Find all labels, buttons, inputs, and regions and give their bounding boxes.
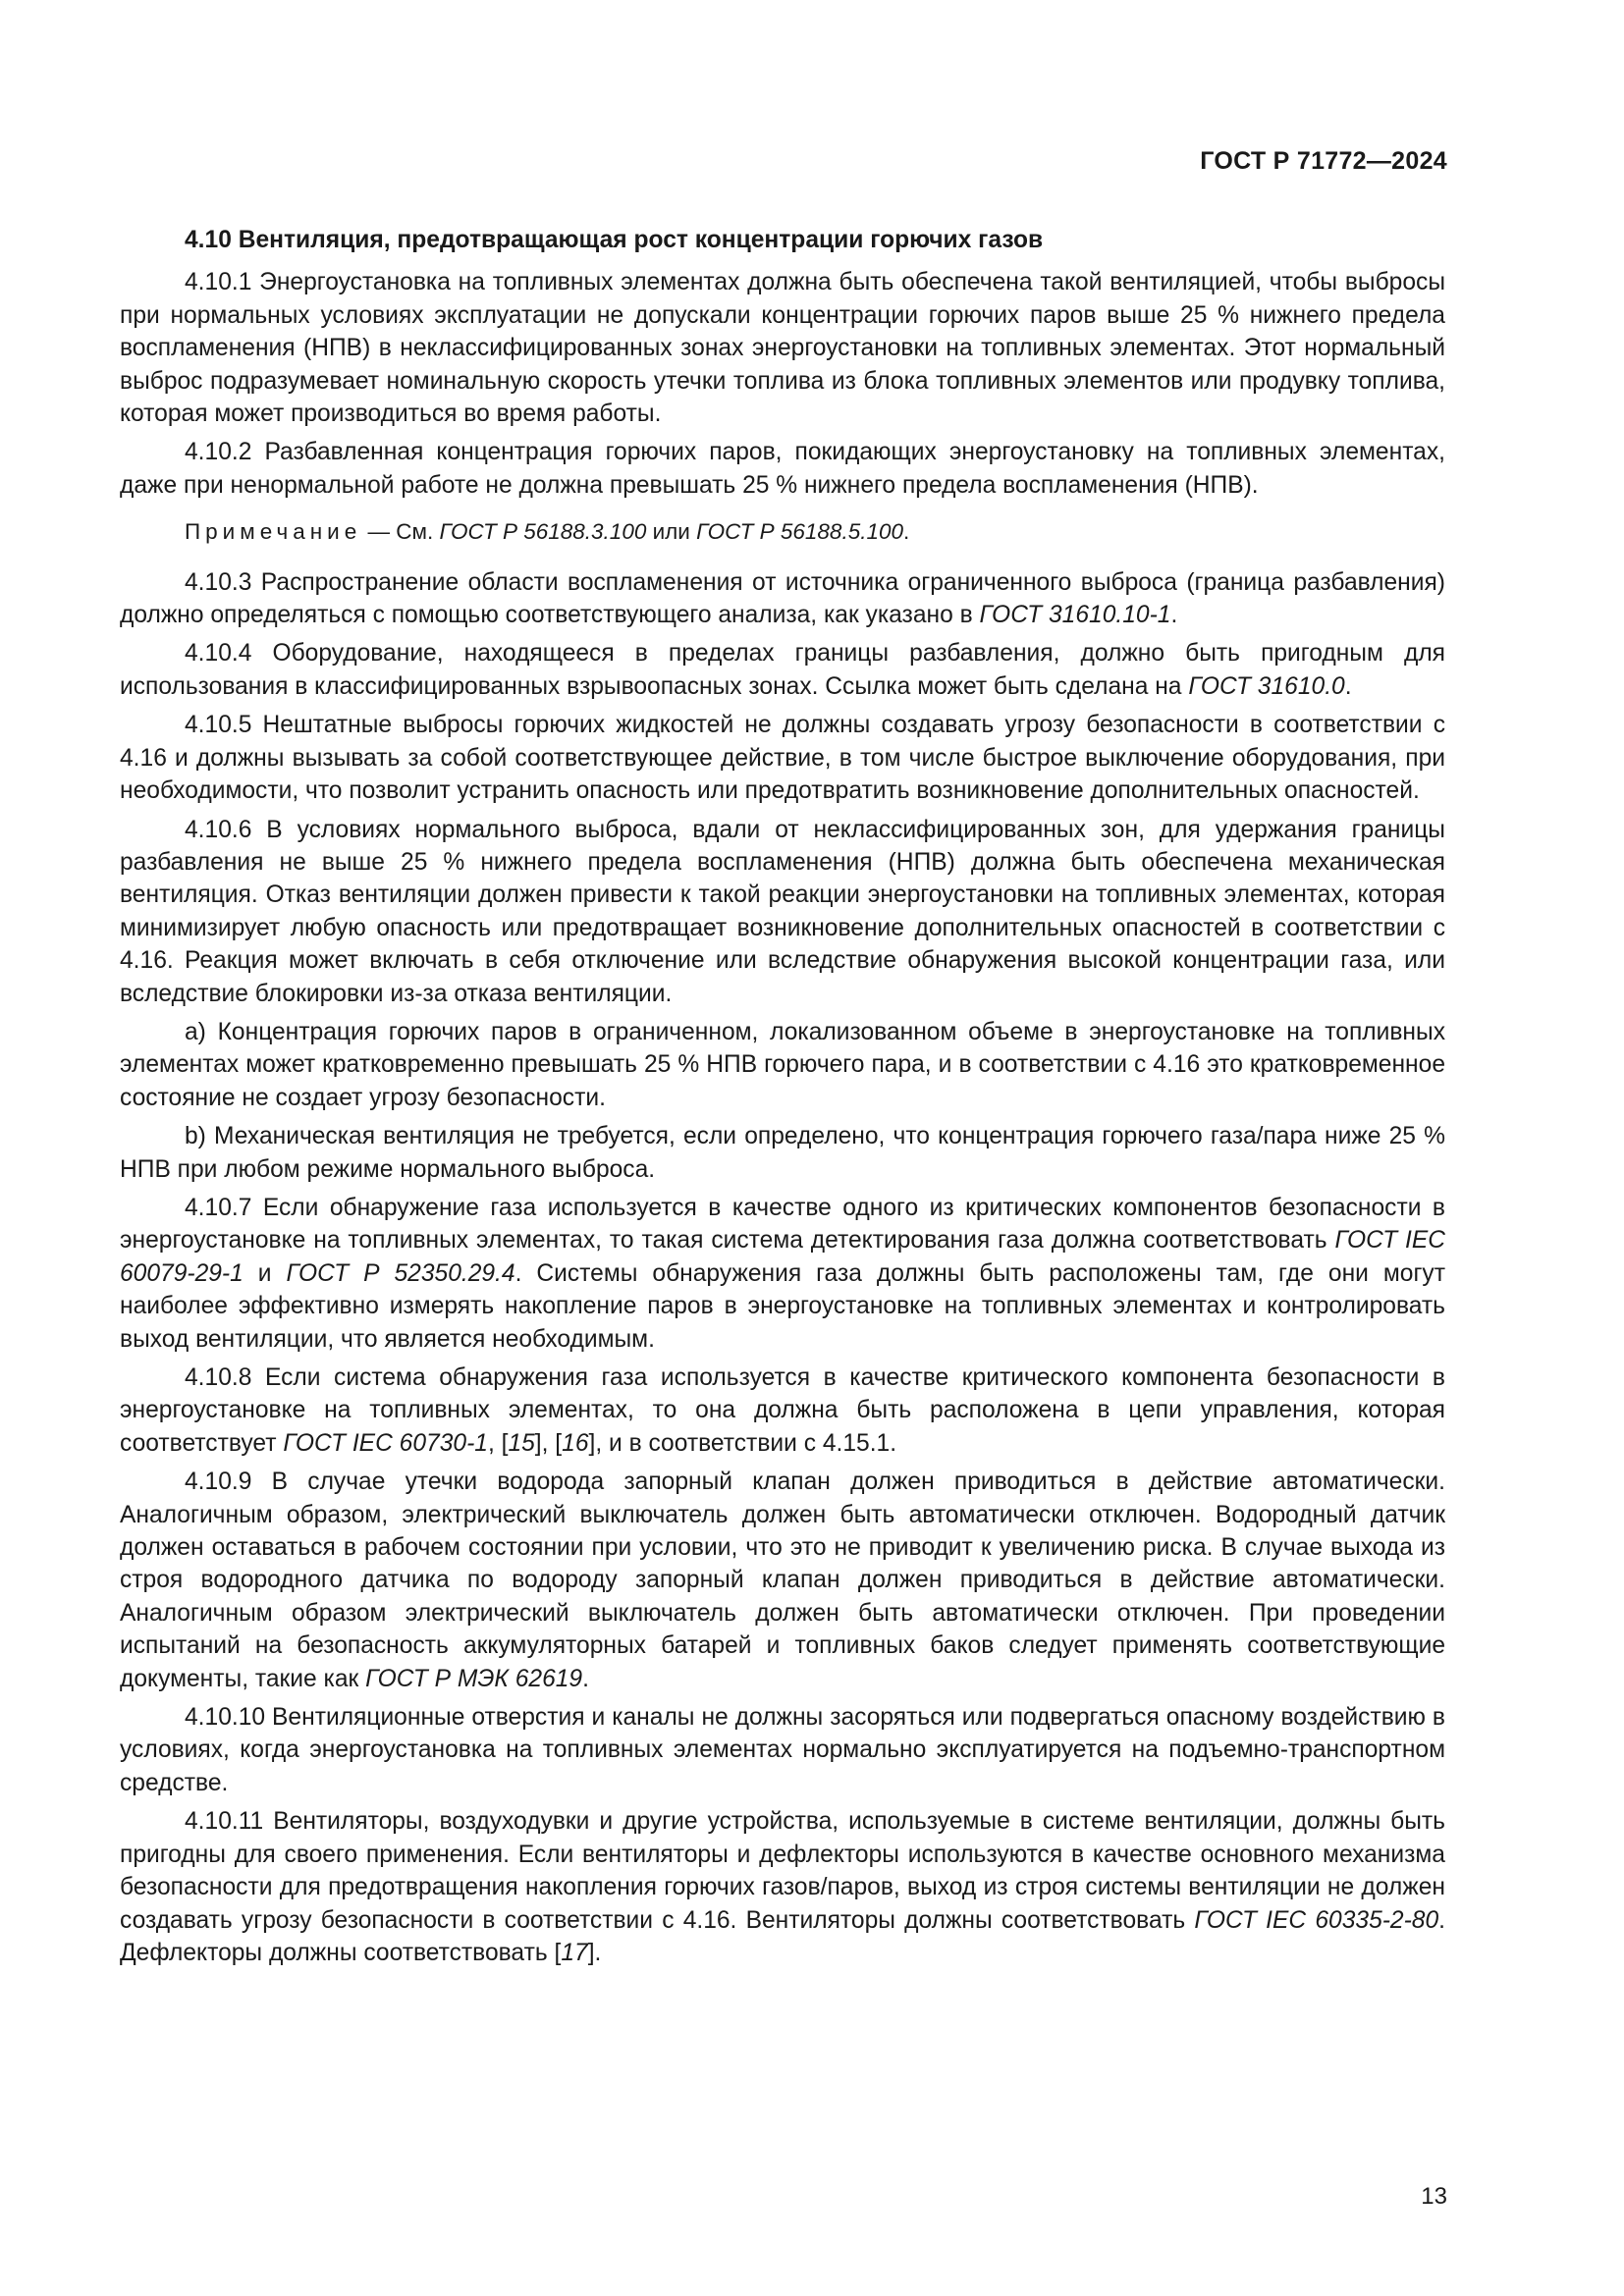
document-code: ГОСТ Р 71772—2024 [1200, 147, 1447, 175]
paragraph-text: 4.10.8 Если система обнаружения газа используется в качестве критического компонента безопасности в энергоустановке на топливных элементах, то она должна быть расположена в цепи управления, которая соответствует [120, 1364, 1445, 1457]
paragraph-text: 4.10.7 Если обнаружение газа используется в качестве одного из критических компонентов безопасности в энергоустановке на топливных элементах, то такая система детектирования газа должна соответствовать [120, 1194, 1445, 1255]
bibliography-ref: 16 [562, 1429, 589, 1457]
paragraph-text: и [243, 1259, 287, 1287]
note-ref-2: ГОСТ Р 56188.5.100 [696, 519, 903, 545]
standard-ref: ГОСТ Р 52350.29.4 [286, 1259, 515, 1287]
paragraph-text: , [ [487, 1429, 509, 1457]
note-end: . [903, 519, 910, 545]
paragraph-4-10-11 [120, 1805, 1445, 1969]
standard-ref: ГОСТ 31610.10-1 [979, 602, 1171, 629]
note [120, 515, 1445, 548]
page-number: 13 [1421, 2183, 1447, 2210]
paragraph-text: 4.10.4 Оборудование, находящееся в пределах границы разбавления, должно быть пригодным для использования в классифицированных взрывоопасных зонах. Ссылка может быть сделана на [120, 640, 1445, 700]
paragraph-4-10-8 [120, 1362, 1445, 1460]
note-label: Примечание [185, 519, 362, 545]
paragraph-text: ], [ [534, 1429, 563, 1457]
standard-ref: ГОСТ IEC 60730-1 [283, 1429, 488, 1457]
paragraph-text: 4.10.3 Распространение области воспламенения от источника ограниченного выброса (граница разбавления) должно определяться с помощью соответствующего анализа, как указано в [120, 568, 1445, 629]
note-or: или [646, 519, 697, 545]
paragraph-end: . [1170, 602, 1178, 629]
paragraph-4-10-4 [120, 637, 1445, 703]
note-dash: — См. [361, 519, 440, 545]
document-body [120, 224, 1445, 1975]
list-item-a: a) Концентрация горючих паров в ограниченном, локализованном объеме в энергоустановке на топливных элементах может кратковременно превышать 25 % НПВ горючего пара, и в соответствии с 4.16 это кратковременное состояние не создает угрозу безопасности. [120, 1018, 1445, 1111]
paragraph-end: . [582, 1665, 589, 1692]
standard-ref: ГОСТ IEC 60079-29-1 [120, 1227, 1445, 1287]
paragraph-4-10-3 [120, 566, 1445, 632]
paragraph-4-10-5: 4.10.5 Нештатные выбросы горючих жидкостей не должны создавать угрозу безопасности в соответствии с 4.16 и должны вызывать за собой соответствующее действие, в том числе быстрое выключение оборудования, при необходимости, что позволит устранить опасность или предотвратить возникновение дополнительных опасностей. [120, 712, 1445, 805]
paragraph-end: . [1344, 672, 1352, 700]
standard-ref: ГОСТ Р МЭК 62619 [365, 1665, 583, 1692]
standard-ref: ГОСТ IEC 60335-2-80 [1194, 1906, 1439, 1934]
standard-ref: ГОСТ 31610.0 [1188, 672, 1345, 700]
bibliography-ref: 15 [508, 1429, 535, 1457]
paragraph-end: ]. [587, 1939, 602, 1966]
paragraph-text: . Системы обнаружения газа должны быть расположены там, где они могут наиболее эффективно измерять накопление паров в энергоустановке на топливных элементах и контролировать выход вентиляции, что является необходимым. [120, 1259, 1445, 1353]
bibliography-ref: 17 [561, 1939, 588, 1966]
section-title: 4.10 Вентиляция, предотвращающая рост концентрации горючих газов [185, 227, 1044, 253]
paragraph-text: 4.10.9 В случае утечки водорода запорный клапан должен приводиться в действие автоматически. Аналогичным образом, электрический выключатель должен быть автоматически отключен. Водородный датчик должен оставаться в рабочем состоянии при условии, что это не приводит к увеличению риска. В случае выхода из строя водородного датчика по водороду запорный клапан должен приводиться в действие автоматически. Аналогичным образом электрический выключатель должен быть автоматически отключен. При проведении испытаний на безопасность аккумуляторных батарей и топливных баков следует применять соответствующие документы, такие как [120, 1468, 1445, 1692]
paragraph-text: . Дефлекторы должны соответствовать [ [120, 1906, 1446, 1966]
paragraph-text: 4.10.11 Вентиляторы, воздуходувки и другие устройства, используемые в системе вентиляции, должны быть пригодны для своего применения. Если вентиляторы и дефлекторы используются в качестве основного механизма безопасности для предотвращения накопления горючих газов/паров, выход из строя системы вентиляции не должен создавать угрозу безопасности в соответствии с 4.16. Вентиляторы должны соответствовать [120, 1808, 1445, 1934]
note-ref-1: ГОСТ Р 56188.3.100 [439, 519, 647, 545]
paragraph-4-10-7 [120, 1192, 1445, 1356]
paragraph-4-10-6: 4.10.6 В условиях нормального выброса, вдали от неклассифицированных зон, для удержания границы разбавления не выше 25 % нижнего предела воспламенения (НПВ) должна быть обеспечена механическая вентиляция. Отказ вентиляции должен привести к такой реакции энергоустановки на топливных элементах, которая минимизирует любую опасность или предотвращает возникновение дополнительных опасностей в соответствии с 4.16. Реакция может включать в себя отключение или вследствие обнаружения высокой концентрации газа, или вследствие блокировки из-за отказа вентиляции. [120, 816, 1445, 1007]
list-item-b: b) Механическая вентиляция не требуется, если определено, что концентрация горючего газа/пара ниже 25 % НПВ при любом режиме нормального выброса. [120, 1123, 1445, 1183]
paragraph-4-10-9 [120, 1466, 1445, 1695]
paragraph-4-10-2: 4.10.2 Разбавленная концентрация горючих паров, покидающих энергоустановку на топливных элементах, даже при ненормальной работе не должна превышать 25 % нижнего предела воспламенения (НПВ). [120, 439, 1445, 499]
paragraph-text: ], и в соответствии с 4.15.1. [588, 1429, 897, 1457]
paragraph-4-10-1: 4.10.1 Энергоустановка на топливных элементах должна быть обеспечена такой вентиляцией, чтобы выбросы при нормальных условиях эксплуатации не допускали концентрации горючих паров выше 25 % нижнего предела воспламенения (НПВ) в неклассифицированных зонах энергоустановки на топливных элементах. Этот нормальный выброс подразумевает номинальную скорость утечки топлива из блока топливных элементов или продувку топлива, которая может производиться во время работы. [120, 269, 1445, 428]
paragraph-4-10-10: 4.10.10 Вентиляционные отверстия и каналы не должны засоряться или подвергаться опасному воздействию в условиях, когда энергоустановка на топливных элементах нормально эксплуатируется на подъемно-транспортном средстве. [120, 1704, 1445, 1796]
